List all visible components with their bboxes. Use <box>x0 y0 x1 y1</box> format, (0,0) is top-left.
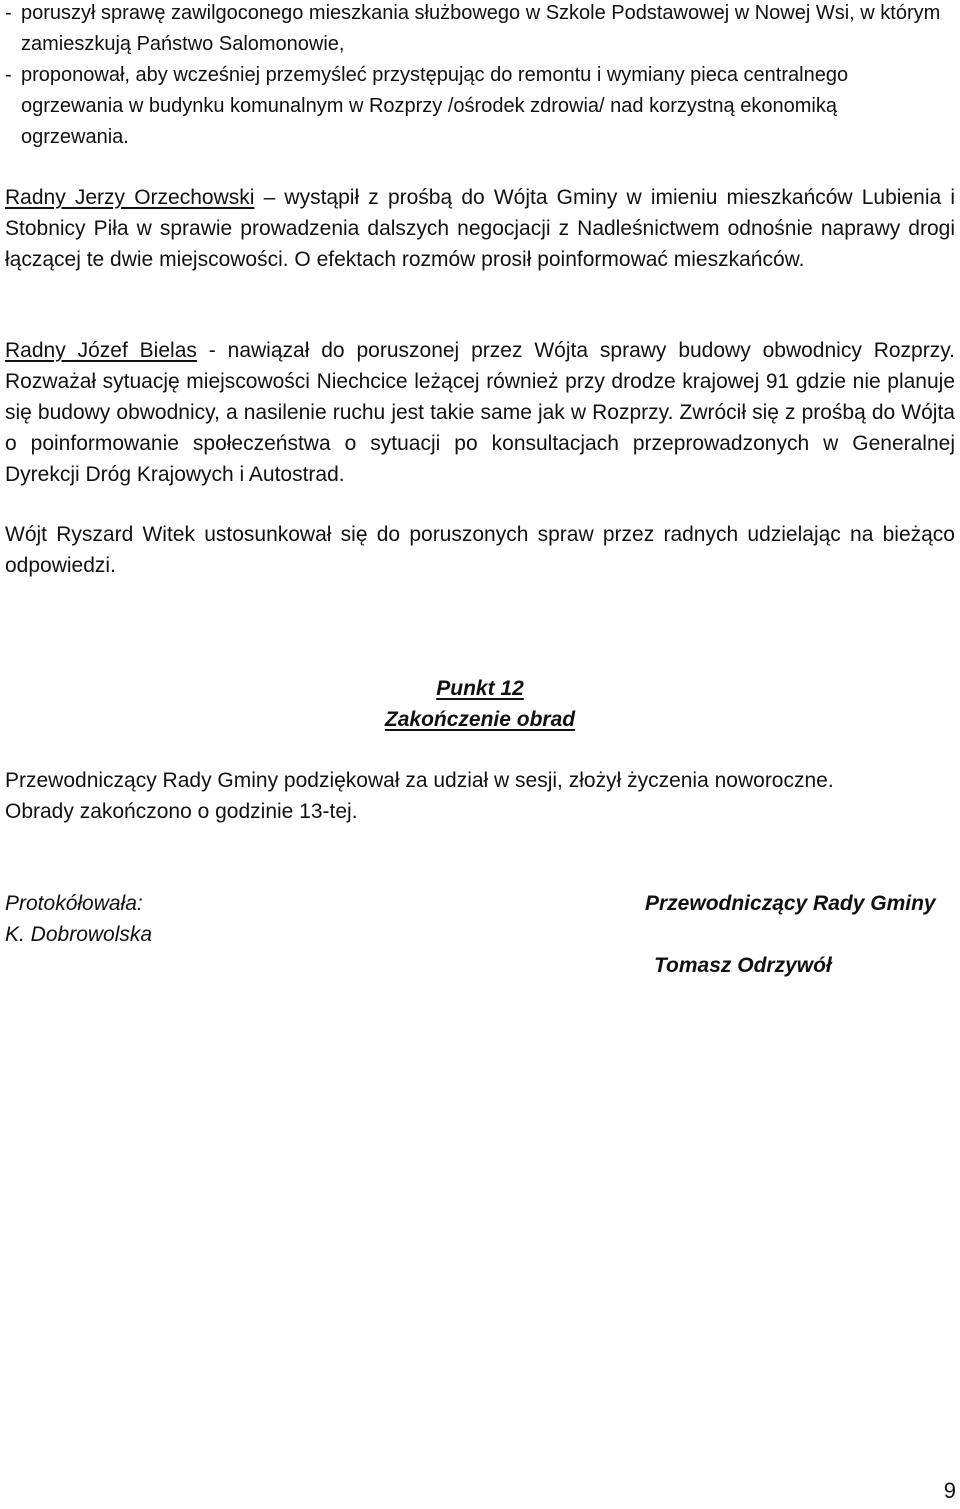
bullet-dash: - <box>5 64 12 86</box>
section-title: Zakończenie obrad <box>384 708 576 731</box>
signature-left-name: K. Dobrowolska <box>5 923 153 946</box>
signature-right-role: Przewodniczący Rady Gminy <box>645 892 936 915</box>
speaker-name: Radny Jerzy Orzechowski <box>5 186 255 209</box>
bullet-text: proponował, aby wcześniej przemyśleć przystępując do remontu i wymiany pieca centralnego ogrzewania w budynku komunalnym w Rozprzy /ośrodek zdrowia/ nad korzystną ekonomiką ogrzewania. <box>21 64 849 148</box>
list-item <box>5 0 950 60</box>
signature-left-role: Protokółowała: <box>5 892 143 915</box>
bullet-text: poruszył sprawę zawilgoconego mieszkania służbowego w Szkole Podstawowej w Nowej Wsi, w którym zamieszkują Państwo Salomonowie, <box>21 2 941 55</box>
paragraph-text: – wystąpił z prośbą do Wójta Gminy w imieniu mieszkańców Lubienia i Stobnicy Piła w sprawie prowadzenia dalszych negocjacji z Nadleśnictwem odnośnie naprawy drogi łączącej te dwie miejscowości. O efektach rozmów prosił poinformować mieszkańców. <box>5 186 955 271</box>
list-item <box>5 60 950 153</box>
page-number: 9 <box>943 1478 956 1503</box>
closing-line: Obrady zakończono o godzinie 13-tej. <box>5 800 358 823</box>
speaker-name: Radny Józef Bielas <box>5 339 197 362</box>
paragraph-witek: Wójt Ryszard Witek ustosunkował się do poruszonych spraw przez radnych udzielając na bieżąco odpowiedzi. <box>5 523 955 577</box>
closing-line: Przewodniczący Rady Gminy podziękował za udział w sesji, złożył życzenia noworoczne. <box>5 769 834 792</box>
signature-right-name: Tomasz Odrzywół <box>654 954 832 977</box>
paragraph-text: - nawiązał do poruszonej przez Wójta sprawy budowy obwodnicy Rozprzy. Rozważał sytuację miejscowości Niechcice leżącej również przy drodze krajowej 91 gdzie nie planuje się budowy obwodnicy, a nasilenie ruchu jest takie same jak w Rozprzy. Zwrócił się z prośbą do Wójta o poinformowanie społeczeństwa o sytuacji po konsultacjach przeprowadzonych w Generalnej Dyrekcji Dróg Krajowych i Autostrad. <box>5 339 956 486</box>
paragraph-bielas <box>5 335 955 490</box>
section-number: Punkt 12 <box>436 677 524 700</box>
paragraph-orzechowski <box>5 182 955 275</box>
bullet-list <box>5 0 950 153</box>
bullet-dash: - <box>5 2 12 24</box>
